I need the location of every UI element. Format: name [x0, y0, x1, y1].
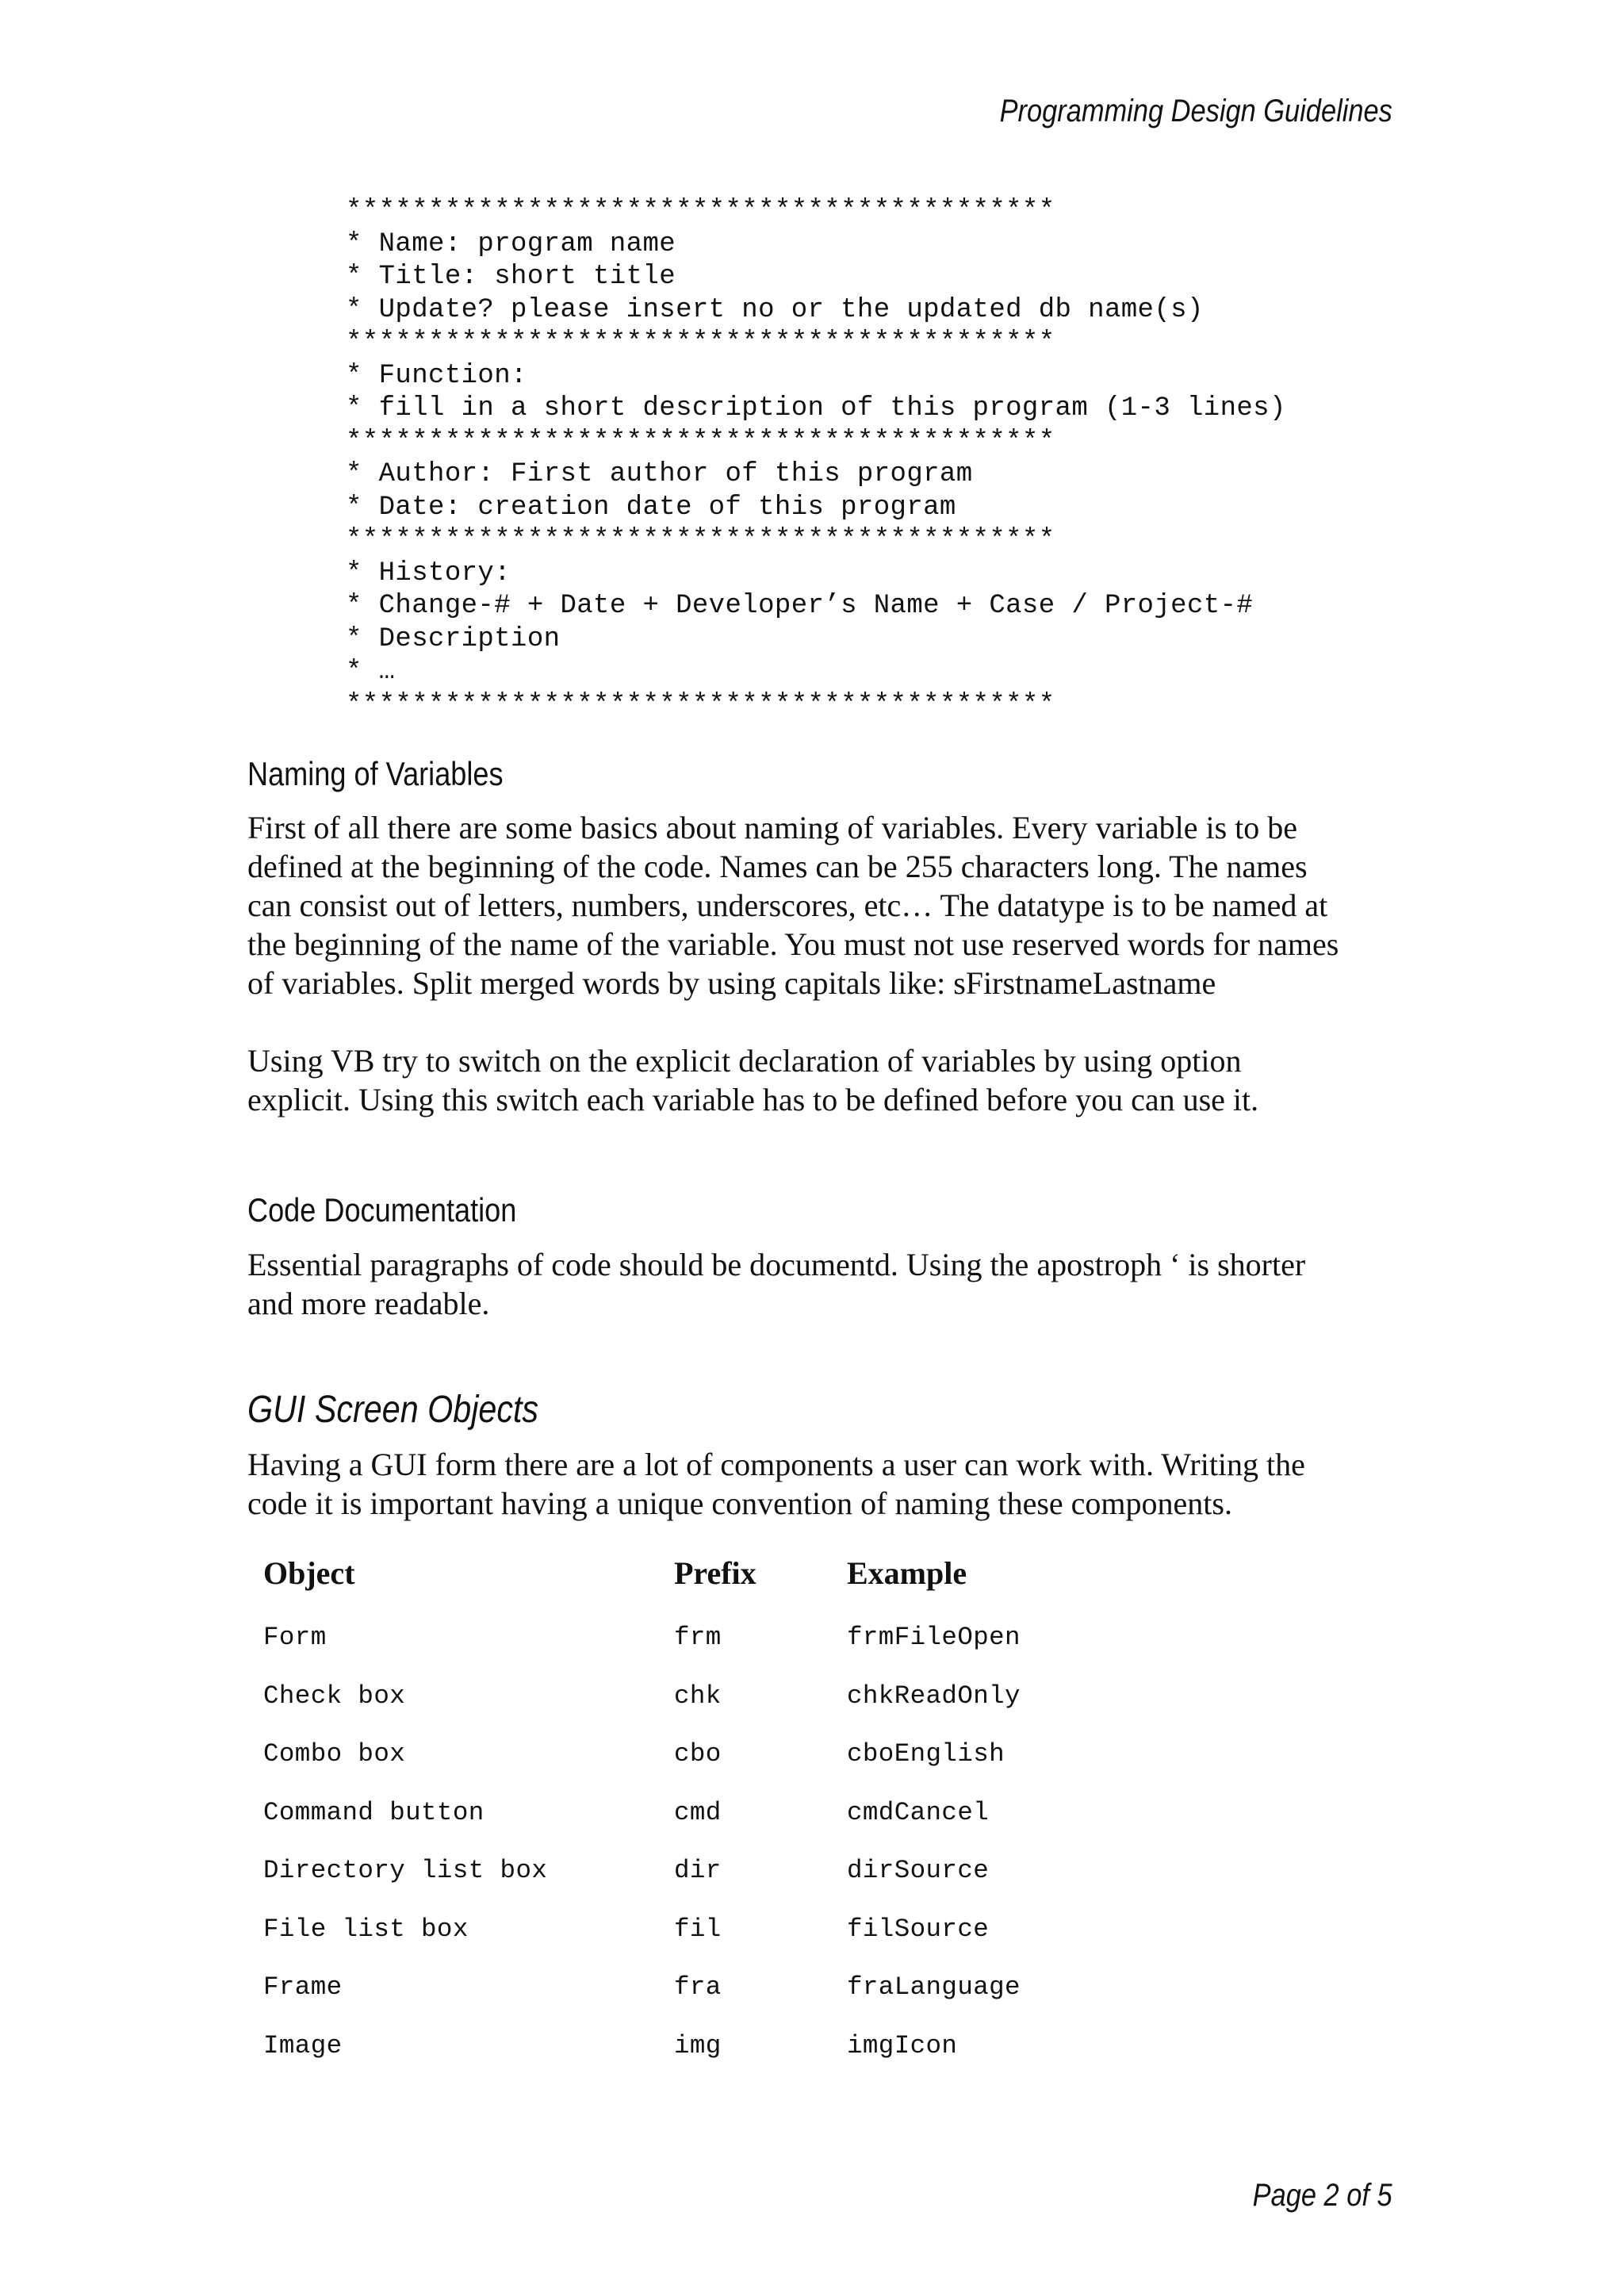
cell-object: Command button: [263, 1797, 485, 1827]
cell-prefix: chk: [674, 1681, 722, 1711]
cell-prefix: dir: [674, 1856, 722, 1885]
code-template-block: [346, 195, 1286, 722]
paragraph-line: explicit. Using this switch each variable has to be defined before you can use it.: [247, 1082, 1259, 1117]
paragraph-line: First of all there are some basics about naming of variables. Every variable is to be: [247, 810, 1298, 845]
table-row: [263, 2031, 1215, 2090]
code-line: * Name: program name: [346, 228, 676, 259]
cell-example: chkReadOnly: [847, 1681, 1021, 1711]
cell-object: Frame: [263, 1972, 343, 2002]
table-row: [263, 1972, 1215, 2031]
code-line: * Author: First author of this program: [346, 459, 973, 489]
code-line: * Change-# + Date + Developer’s Name + Case / Project-#: [346, 591, 1254, 621]
cell-prefix: img: [674, 2030, 722, 2060]
prefix-table: [263, 1554, 1215, 2089]
cell-example: imgIcon: [847, 2030, 958, 2060]
header-object: Object: [263, 1555, 355, 1591]
code-line: *******************************************: [346, 689, 1055, 720]
code-line: *******************************************: [346, 525, 1055, 555]
cell-object: Image: [263, 2030, 343, 2060]
paragraph-line: of variables. Split merged words by using capitals like: sFirstnameLastname: [247, 965, 1216, 1001]
running-header: Programming Design Guidelines: [999, 94, 1392, 128]
cell-example: frmFileOpen: [847, 1623, 1021, 1652]
table-row: [263, 1681, 1215, 1740]
cell-prefix: cmd: [674, 1797, 722, 1827]
cell-object: Directory list box: [263, 1856, 548, 1885]
paragraph-line: the beginning of the name of the variable. You must not use reserved words for names: [247, 926, 1339, 962]
paragraph-line: Having a GUI form there are a lot of components a user can work with. Writing the: [247, 1447, 1305, 1482]
cell-prefix: fra: [674, 1972, 722, 2002]
code-line: * Update? please insert no or the updated db name(s): [346, 294, 1204, 325]
header-prefix: Prefix: [674, 1555, 756, 1591]
code-line: * fill in a short description of this program (1-3 lines): [346, 393, 1286, 424]
page-number: Page 2 of 5: [1253, 2178, 1392, 2213]
naming-paragraph-2: [247, 1041, 1405, 1119]
table-row: [263, 1798, 1215, 1857]
cell-example: fraLanguage: [847, 1972, 1021, 2002]
cell-prefix: frm: [674, 1623, 722, 1652]
code-line: * Description: [346, 623, 561, 654]
cell-example: dirSource: [847, 1856, 990, 1885]
cell-example: cmdCancel: [847, 1797, 990, 1827]
cell-object: Check box: [263, 1681, 406, 1711]
cell-prefix: cbo: [674, 1739, 722, 1769]
table-row: [263, 1856, 1215, 1915]
table-header-row: [263, 1554, 1215, 1623]
paragraph-line: code it is important having a unique convention of naming these components.: [247, 1485, 1232, 1521]
paragraph-line: defined at the beginning of the code. Names can be 255 characters long. The names: [247, 849, 1308, 884]
code-line: * History:: [346, 558, 511, 588]
code-line: *******************************************: [346, 328, 1055, 358]
paragraph-line: Using VB try to switch on the explicit declaration of variables by using option: [247, 1043, 1242, 1079]
code-line: * Function:: [346, 360, 527, 391]
code-line: * Title: short title: [346, 262, 676, 292]
documentation-heading: Code Documentation: [247, 1191, 517, 1228]
code-line: *******************************************: [346, 426, 1055, 457]
paragraph-line: can consist out of letters, numbers, underscores, etc… The datatype is to be named at: [247, 887, 1328, 923]
cell-object: Form: [263, 1623, 327, 1652]
cell-example: filSource: [847, 1914, 990, 1944]
cell-object: Combo box: [263, 1739, 406, 1769]
code-line: *******************************************: [346, 196, 1055, 226]
cell-object: File list box: [263, 1914, 469, 1944]
table-row: [263, 1915, 1215, 1973]
paragraph-line: and more readable.: [247, 1286, 490, 1321]
paragraph-line: Essential paragraphs of code should be documentd. Using the apostroph ‘ is shorter: [247, 1247, 1306, 1282]
cell-example: cboEnglish: [847, 1739, 1005, 1769]
table-row: [263, 1739, 1215, 1798]
naming-paragraph-1: [247, 808, 1405, 1002]
code-line: * …: [346, 657, 396, 687]
header-example: Example: [847, 1555, 967, 1591]
code-line: * Date: creation date of this program: [346, 492, 956, 523]
documentation-paragraph: [247, 1245, 1405, 1323]
gui-heading: GUI Screen Objects: [247, 1389, 539, 1431]
naming-heading: Naming of Variables: [247, 755, 504, 792]
cell-prefix: fil: [674, 1914, 722, 1944]
table-row: [263, 1623, 1215, 1681]
gui-paragraph: [247, 1445, 1405, 1523]
